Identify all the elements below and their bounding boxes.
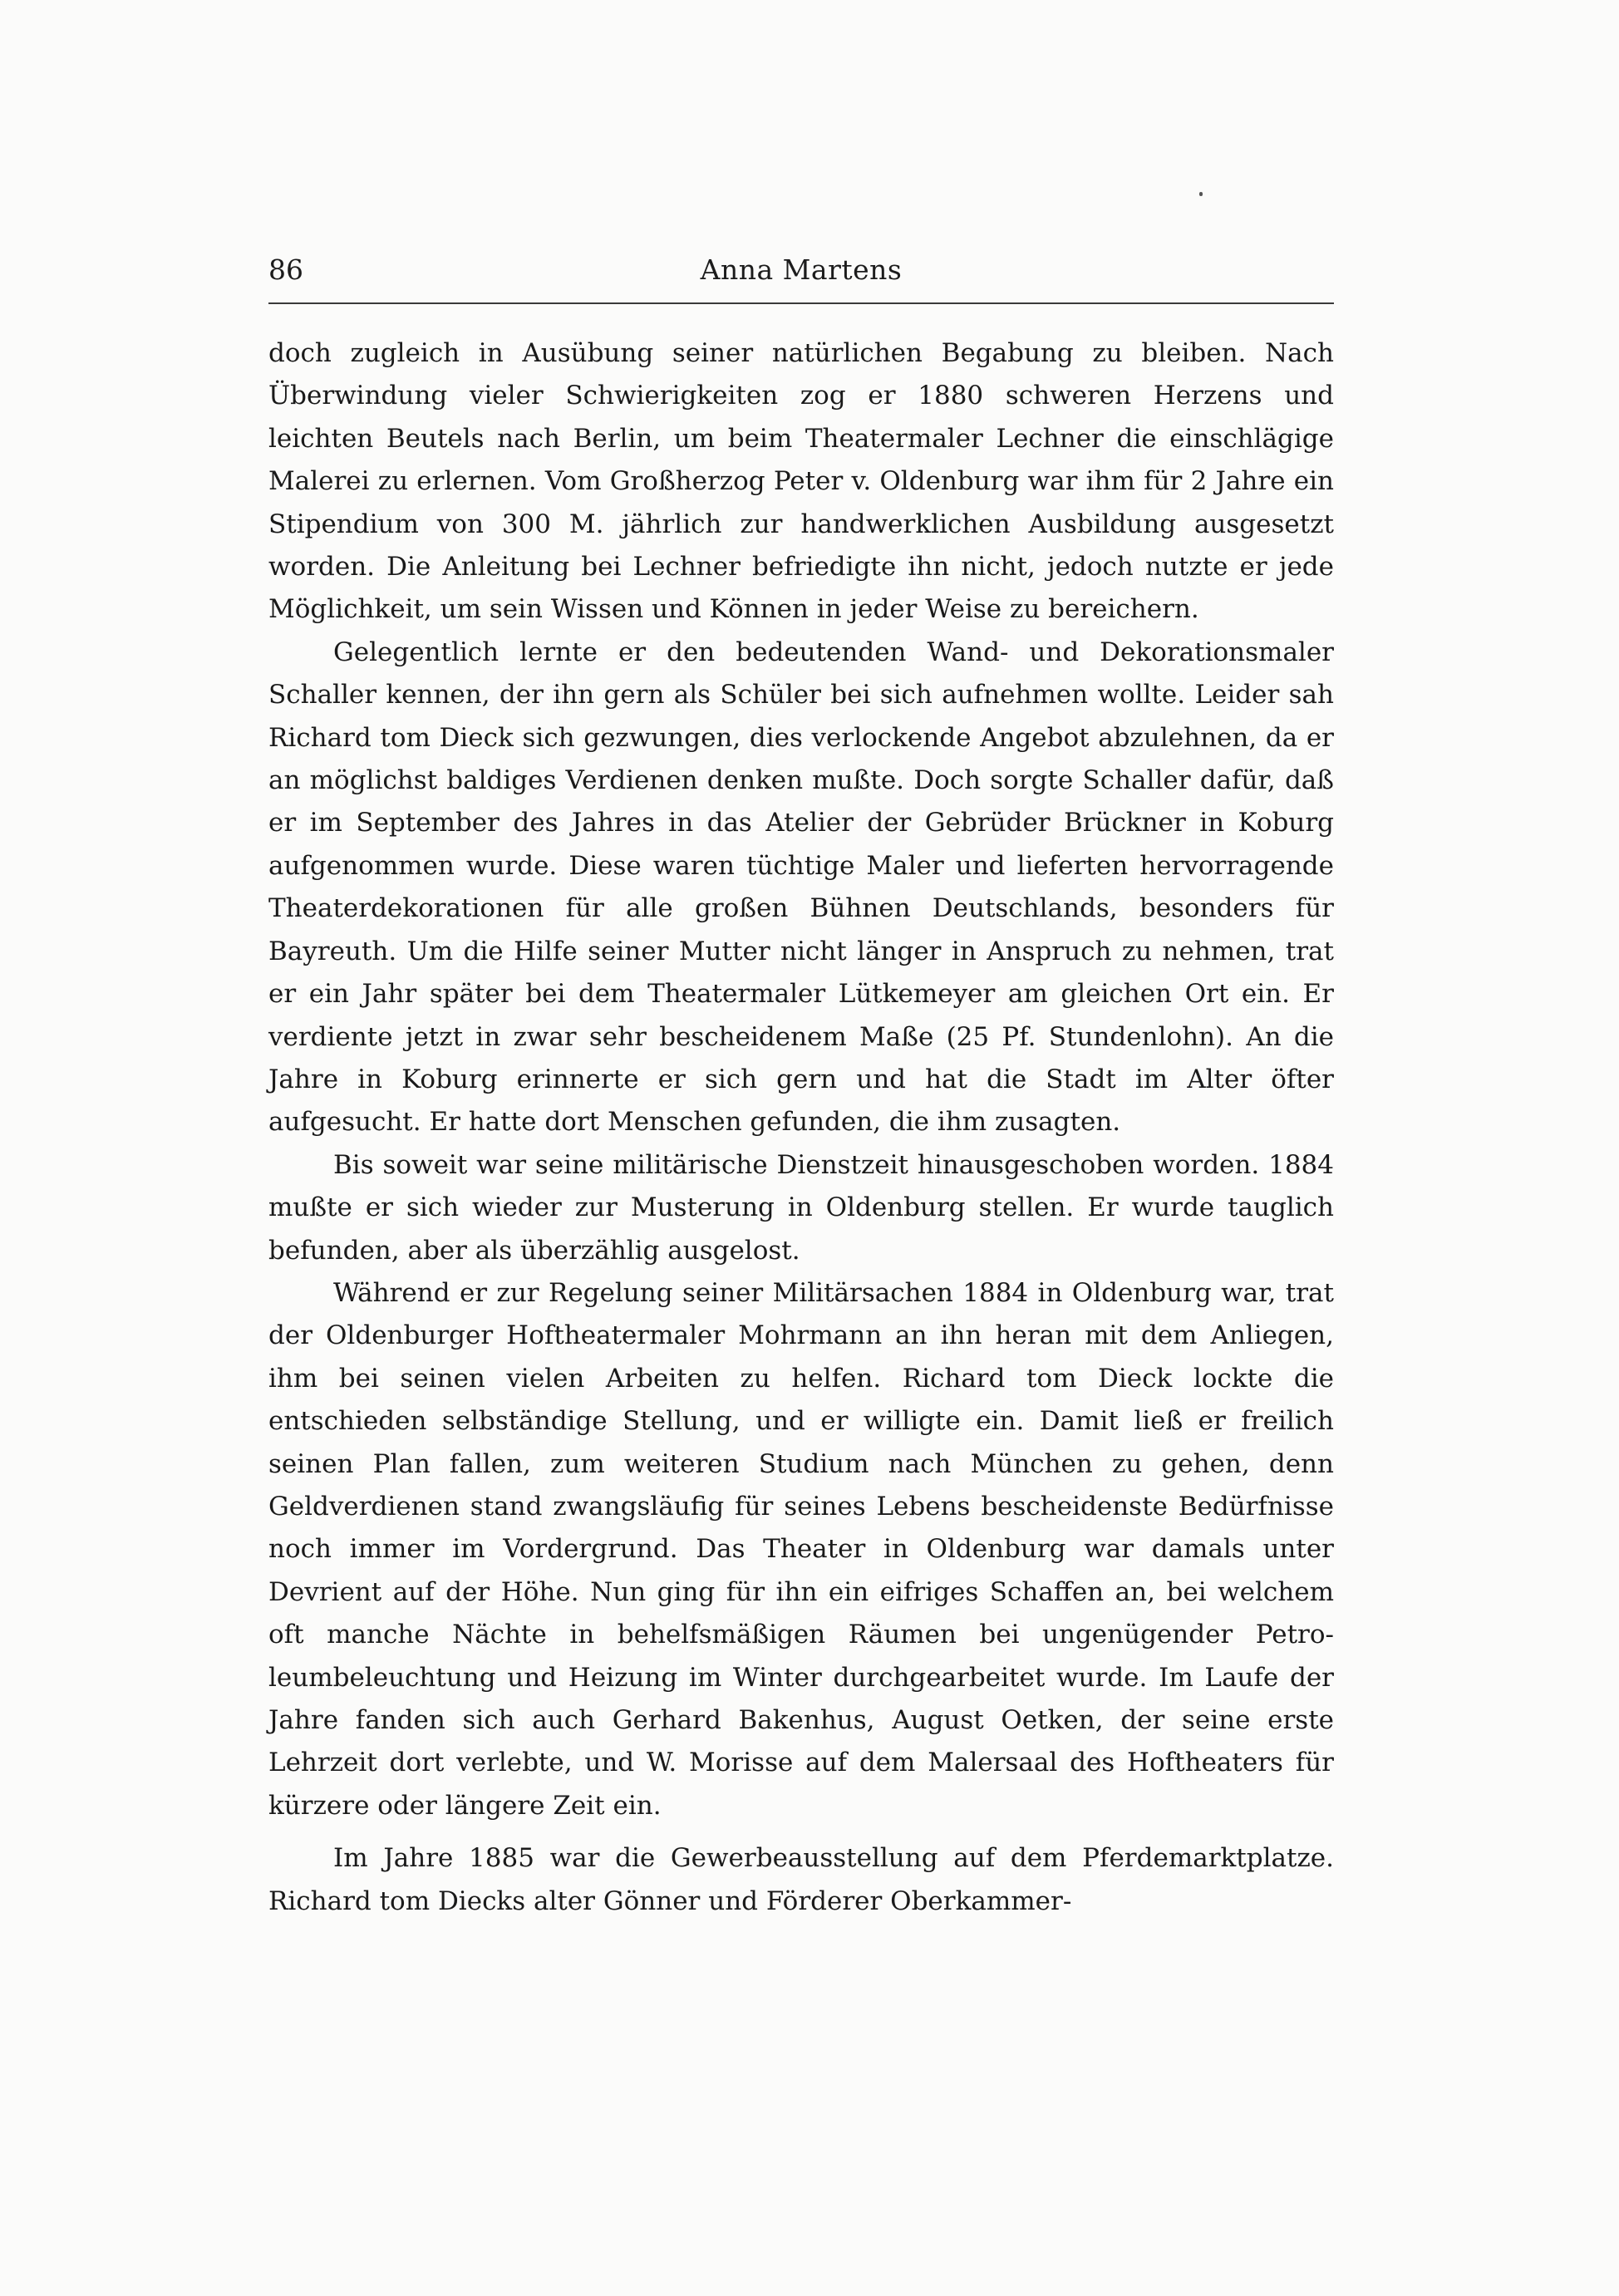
paragraph-5: Im Jahre 1885 war die Gewerbeausstellung auf dem Pferdemarktplatze. Richard tom Diecks alter Gönner und Förderer Oberkammer- [268,1843,1334,1916]
paragraph-1: doch zugleich in Ausübung seiner natürlichen Begabung zu bleiben. Nach Überwindung vieler Schwierigkeiten zog er 1880 schweren Herzens und leichten Beutels nach Berlin, um beim Theatermaler Lechner die einschlägige Malerei zu erlernen. Vom Großherzog Peter v. Oldenburg war ihm für 2 Jahre ein Stipendium von 300 M. jährlich zur handwerklichen Ausbildung ausgesetzt worden. Die Anleitung bei Lechner befriedigte ihn nicht, jedoch nutzte er jede Möglichkeit, um sein Wissen und Können in jeder Weise zu bereichern. [268,338,1334,625]
page-header [268,249,1334,299]
paragraph-2: Gelegentlich lernte er den bedeutenden Wand- und Dekorationsmaler Schaller kennen, der ihn gern als Schüler bei sich aufnehmen wollte. Leider sah Richard tom Dieck sich gezwungen, dies verlockende Angebot abzulehnen, da er an möglichst baldiges Verdienen denken mußte. Doch sorgte Schaller dafür, daß er im September des Jahres in das Atelier der Gebrüder Brückner in Koburg aufgenommen wurde. Diese waren tüchtige Maler und lieferten hervorragende Theaterdekorationen für alle großen Bühnen Deutschlands, besonders für Bayreuth. Um die Hilfe seiner Mutter nicht länger in Anspruch zu nehmen, trat er ein Jahr später bei dem Theatermaler Lütkemeyer am gleichen Ort ein. Er verdiente jetzt in zwar sehr bescheidenem Maße (25 Pf. Stundenlohn). An die Jahre in Koburg erinnerte er sich gern und hat die Stadt im Alter öfter aufgesucht. Er hatte dort Menschen gefunden, die ihm zusagten. [268,637,1334,1138]
paragraph-3: Bis soweit war seine militärische Dienstzeit hinausgeschoben worden. 1884 mußte er sich wieder zur Musterung in Oldenburg stellen. Er wurde tauglich befunden, aber als überzählig ausgelost. [268,1149,1334,1266]
paper-speck [1199,192,1203,196]
paragraph-4: Während er zur Regelung seiner Militärsachen 1884 in Oldenburg war, trat der Oldenburger Hoftheatermaler Mohrmann an ihn heran mit dem Anliegen, ihm bei seinen vielen Arbeiten zu helfen. Richard tom Dieck lockte die entschieden selbständige Stellung, und er willigte ein. Damit ließ er freilich seinen Plan fallen, zum weiteren Studium nach München zu gehen, denn Geldverdienen stand zwangsläufig für seines Lebens bescheidenste Bedürfnisse noch immer im Vordergrund. Das Theater in Oldenburg war damals unter Devrient auf der Höhe. Nun ging für ihn ein eifriges Schaffen an, bei welchem oft manche Nächte in behelfsmäßigen Räumen bei ungenügender Petroleumbeleuchtung und Heizung im Winter durchgearbeitet wurde. Im Laufe der Jahre fanden sich auch Gerhard Bakenhus, August Oetken, der seine erste Lehrzeit dort verlebte, und W. Morisse auf dem Malersaal des Hoftheaters für kürzere oder längere Zeit ein. [268,1277,1334,1821]
body-text [268,332,1334,1923]
page-number: 86 [268,253,303,286]
running-head: Anna Martens [700,253,903,286]
header-rule [268,302,1334,304]
